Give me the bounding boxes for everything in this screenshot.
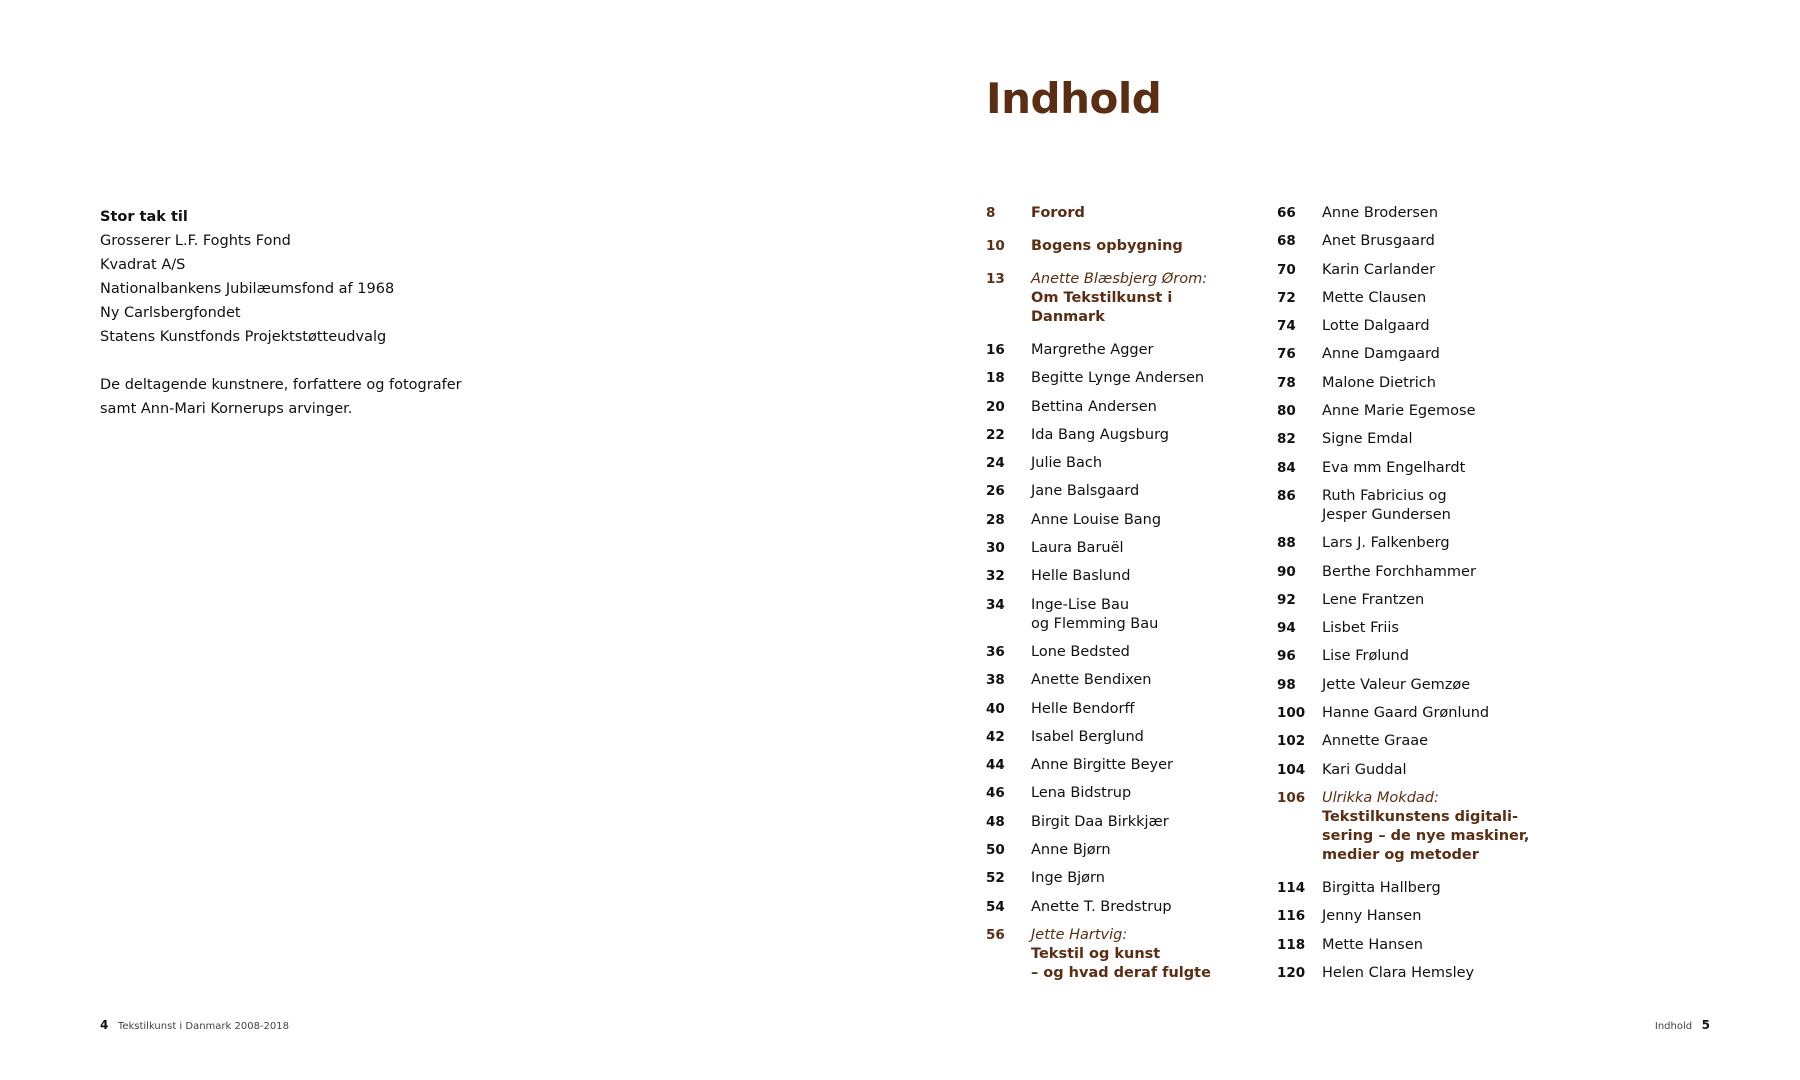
toc-entry xyxy=(1277,676,1537,695)
toc-artist-name: Ruth Fabricius og xyxy=(1322,487,1447,504)
toc-entry xyxy=(986,869,1246,888)
toc-page-number: 16 xyxy=(986,342,1005,358)
toc-entry xyxy=(986,270,1246,327)
toc-section-title: Tekstilkunstens digitali- xyxy=(1322,808,1519,825)
toc-page-number: 56 xyxy=(986,926,1005,943)
toc-page-number: 46 xyxy=(986,785,1005,802)
toc-artist-name: Lise Frølund xyxy=(1322,648,1409,665)
toc-entry xyxy=(1277,459,1537,478)
toc-artist-name: Birgit Daa Birkkjær xyxy=(1031,813,1169,830)
toc-page-number: 10 xyxy=(986,238,1005,254)
toc-essay-author: Ulrikka Mokdad: xyxy=(1322,789,1439,806)
toc-page-number: 98 xyxy=(1277,676,1296,693)
toc-artist-name: Signe Emdal xyxy=(1322,431,1413,448)
toc-entry-text xyxy=(1322,289,1426,308)
toc-entry-text xyxy=(1322,563,1476,582)
toc-entry xyxy=(986,511,1246,530)
toc-section-title: – og hvad deraf fulgte xyxy=(1031,964,1211,981)
toc-artist-name: Anne Damgaard xyxy=(1322,346,1440,363)
toc-artist-name: Mette Clausen xyxy=(1322,289,1427,306)
toc-entry xyxy=(986,398,1246,417)
toc-entry xyxy=(1277,879,1537,898)
toc-page-number: 72 xyxy=(1277,289,1296,306)
toc-entry xyxy=(986,426,1246,445)
thanks-heading: Stor tak til xyxy=(100,209,188,225)
toc-artist-name: Anne Birgitte Beyer xyxy=(1031,757,1173,774)
toc-entry-text xyxy=(1031,643,1130,662)
toc-page-number: 80 xyxy=(1277,403,1296,420)
toc-entry xyxy=(1277,704,1537,723)
toc-entry-text xyxy=(1031,454,1102,473)
toc-page-number: 44 xyxy=(986,757,1005,774)
toc-entry-text xyxy=(1322,732,1428,751)
page-title: Indhold xyxy=(986,74,1162,123)
toc-entry-text xyxy=(1031,926,1211,983)
toc-entry xyxy=(986,567,1246,586)
toc-right-column xyxy=(1277,204,1537,992)
thanks-line: Statens Kunstfonds Projektstøtteudvalg xyxy=(100,329,387,345)
toc-artist-name: Inge Bjørn xyxy=(1031,870,1105,887)
toc-artist-name: og Flemming Bau xyxy=(1031,615,1159,632)
toc-entry xyxy=(986,756,1246,775)
toc-entry-text xyxy=(1322,879,1441,898)
thanks-line: Grosserer L.F. Foghts Fond xyxy=(100,233,291,249)
toc-entry-text xyxy=(1322,591,1424,610)
toc-artist-name: Margrethe Agger xyxy=(1031,342,1154,358)
toc-entry-text xyxy=(1322,789,1529,865)
thanks-block xyxy=(100,205,580,421)
toc-entry-text xyxy=(1322,761,1407,780)
toc-entry-text xyxy=(1031,728,1144,747)
toc-entry xyxy=(1277,345,1537,364)
toc-entry xyxy=(1277,374,1537,393)
toc-page-number: 34 xyxy=(986,596,1005,613)
toc-entry xyxy=(1277,317,1537,336)
toc-entry-text xyxy=(1031,869,1105,888)
toc-page-number: 74 xyxy=(1277,318,1296,335)
toc-entry xyxy=(986,539,1246,558)
toc-entry-text xyxy=(1322,704,1489,723)
toc-page-number: 48 xyxy=(986,813,1005,830)
toc-entry-text xyxy=(1031,398,1157,417)
toc-page-number: 104 xyxy=(1277,761,1306,778)
toc-artist-name: Jane Balsgaard xyxy=(1031,483,1140,500)
toc-artist-name: Lotte Dalgaard xyxy=(1322,318,1430,335)
toc-artist-name: Birgitta Hallberg xyxy=(1322,879,1441,896)
toc-page-number: 66 xyxy=(1277,205,1296,221)
toc-entry xyxy=(986,841,1246,860)
toc-artist-name: Lena Bidstrup xyxy=(1031,785,1132,802)
toc-artist-name: Helle Baslund xyxy=(1031,568,1131,585)
toc-entry xyxy=(1277,761,1537,780)
toc-entry xyxy=(1277,289,1537,308)
toc-page-number: 24 xyxy=(986,455,1005,472)
toc-entry-text xyxy=(1322,907,1421,926)
thanks-line: Kvadrat A/S xyxy=(100,257,186,273)
toc-artist-name: Berthe Forchhammer xyxy=(1322,563,1476,580)
toc-entry xyxy=(1277,591,1537,610)
toc-page-number: 38 xyxy=(986,672,1005,689)
toc-artist-name: Mette Hansen xyxy=(1322,936,1423,953)
toc-entry xyxy=(986,369,1246,388)
thanks-line: Ny Carlsbergfondet xyxy=(100,305,241,321)
toc-entry xyxy=(986,204,1246,223)
footer-right-section: Indhold xyxy=(1654,1021,1693,1032)
toc-entry-text xyxy=(1031,426,1169,445)
toc-entry xyxy=(1277,232,1537,251)
toc-artist-name: Lars J. Falkenberg xyxy=(1322,535,1450,552)
toc-entry xyxy=(986,700,1246,719)
toc-artist-name: Anne Brodersen xyxy=(1322,205,1439,221)
toc-entry xyxy=(1277,487,1537,525)
toc-page-number: 120 xyxy=(1277,964,1306,981)
thanks-closing-line: De deltagende kunstnere, forfattere og fotografer xyxy=(100,377,462,393)
toc-entry-text xyxy=(1031,204,1085,223)
footer-left-page-number: 4 xyxy=(100,1018,109,1032)
toc-entry-text xyxy=(1031,841,1111,860)
toc-page-number: 114 xyxy=(1277,879,1306,896)
toc-entry-text xyxy=(1031,567,1130,586)
toc-artist-name: Malone Dietrich xyxy=(1322,374,1436,391)
toc-entry-text xyxy=(1322,317,1430,336)
toc-entry-text xyxy=(1322,345,1440,364)
toc-entry-text xyxy=(1031,482,1139,501)
toc-page-number: 106 xyxy=(1277,789,1306,806)
toc-entry xyxy=(1277,732,1537,751)
toc-entry-text xyxy=(1322,232,1435,251)
toc-page-number: 20 xyxy=(986,398,1005,415)
toc-page-number: 28 xyxy=(986,511,1005,528)
toc-entry xyxy=(1277,563,1537,582)
toc-entry xyxy=(1277,936,1537,955)
toc-artist-name: Anne Bjørn xyxy=(1031,842,1111,859)
toc-page-number: 90 xyxy=(1277,563,1296,580)
toc-entry xyxy=(1277,789,1537,865)
toc-artist-name: Annette Graae xyxy=(1322,733,1429,750)
toc-entry-text xyxy=(1322,534,1450,553)
toc-entry-text xyxy=(1322,459,1465,478)
toc-artist-name: Helen Clara Hemsley xyxy=(1322,964,1475,981)
toc-artist-name: Inge-Lise Bau xyxy=(1031,596,1130,613)
toc-entry-text xyxy=(1031,671,1151,690)
toc-entry xyxy=(1277,534,1537,553)
toc-page-number: 82 xyxy=(1277,431,1296,448)
toc-page-number: 36 xyxy=(986,643,1005,660)
toc-page-number: 92 xyxy=(1277,591,1296,608)
toc-page-number: 32 xyxy=(986,568,1005,585)
toc-page-number: 118 xyxy=(1277,936,1306,953)
footer-right xyxy=(1655,1018,1710,1032)
toc-entry-text xyxy=(1322,676,1470,695)
toc-entry-text xyxy=(1322,936,1423,955)
toc-entry xyxy=(1277,430,1537,449)
toc-page-number: 50 xyxy=(986,842,1005,859)
toc-section-title: Om Tekstilkunst i Danmark xyxy=(1031,290,1173,325)
toc-page-number: 102 xyxy=(1277,733,1306,750)
toc-entry xyxy=(986,643,1246,662)
toc-artist-name: Hanne Gaard Grønlund xyxy=(1322,705,1490,722)
toc-left-column xyxy=(986,204,1246,997)
toc-entry xyxy=(1277,261,1537,280)
thanks-line: Nationalbankens Jubilæumsfond af 1968 xyxy=(100,281,395,297)
toc-section-title: Forord xyxy=(1031,205,1085,221)
toc-page-number: 84 xyxy=(1277,459,1296,476)
toc-section-title: medier og metoder xyxy=(1322,846,1479,863)
toc-entry-text xyxy=(1322,374,1436,393)
toc-artist-name: Lene Frantzen xyxy=(1322,591,1425,608)
toc-artist-name: Anette T. Bredstrup xyxy=(1031,898,1172,915)
toc-entry-text xyxy=(1031,784,1131,803)
toc-section-title: Tekstil og kunst xyxy=(1031,945,1161,962)
toc-page-number: 88 xyxy=(1277,535,1296,552)
toc-entry xyxy=(1277,964,1537,983)
toc-entry xyxy=(986,596,1246,634)
toc-page-number: 76 xyxy=(1277,346,1296,363)
toc-page-number: 26 xyxy=(986,483,1005,500)
toc-entry-text xyxy=(1322,964,1474,983)
toc-page-number: 116 xyxy=(1277,908,1306,925)
toc-entry xyxy=(986,671,1246,690)
toc-artist-name: Anne Louise Bang xyxy=(1031,511,1162,528)
toc-page-number: 94 xyxy=(1277,620,1296,637)
toc-entry xyxy=(1277,619,1537,638)
toc-entry-text xyxy=(1031,756,1173,775)
toc-page-number: 96 xyxy=(1277,648,1296,665)
footer-right-page-number: 5 xyxy=(1701,1018,1710,1032)
footer-left-book-title: Tekstilkunst i Danmark 2008-2018 xyxy=(117,1021,289,1032)
toc-entry-text xyxy=(1031,237,1183,256)
toc-page-number: 13 xyxy=(986,271,1005,287)
toc-artist-name: Eva mm Engelhardt xyxy=(1322,459,1466,476)
toc-entry-text xyxy=(1031,369,1204,388)
toc-section-title: sering – de nye maskiner, xyxy=(1322,827,1530,844)
footer-left xyxy=(100,1018,289,1032)
toc-entry-text xyxy=(1322,261,1435,280)
toc-page-number: 68 xyxy=(1277,233,1296,250)
toc-entry-text xyxy=(1031,341,1154,360)
toc-artist-name: Helle Bendorff xyxy=(1031,700,1135,717)
toc-entry-text xyxy=(1031,511,1161,530)
toc-artist-name: Begitte Lynge Andersen xyxy=(1031,370,1205,387)
toc-page-number: 70 xyxy=(1277,261,1296,278)
toc-entry xyxy=(986,341,1246,360)
toc-entry xyxy=(1277,907,1537,926)
toc-entry xyxy=(1277,204,1537,223)
thanks-spacer xyxy=(100,349,580,373)
toc-entry-text xyxy=(1031,898,1172,917)
toc-artist-name: Lisbet Friis xyxy=(1322,620,1399,637)
toc-entry xyxy=(986,482,1246,501)
toc-artist-name: Jenny Hansen xyxy=(1322,908,1422,925)
toc-entry-text xyxy=(1031,270,1246,327)
toc-artist-name: Kari Guddal xyxy=(1322,761,1407,778)
thanks-closing-line: samt Ann-Mari Kornerups arvinger. xyxy=(100,401,353,417)
toc-entry xyxy=(986,728,1246,747)
toc-artist-name: Laura Baruël xyxy=(1031,540,1124,557)
toc-entry xyxy=(986,813,1246,832)
toc-artist-name: Anne Marie Egemose xyxy=(1322,403,1476,420)
toc-page-number: 42 xyxy=(986,728,1005,745)
toc-entry-text xyxy=(1031,700,1135,719)
toc-entry-text xyxy=(1322,204,1438,223)
toc-entry-text xyxy=(1031,596,1158,634)
toc-entry-text xyxy=(1031,813,1169,832)
toc-entry-text xyxy=(1322,402,1476,421)
toc-page-number: 78 xyxy=(1277,374,1296,391)
toc-section-title: Bogens opbygning xyxy=(1031,238,1183,254)
toc-entry xyxy=(986,898,1246,917)
toc-artist-name: Bettina Andersen xyxy=(1031,398,1157,415)
toc-artist-name: Jette Valeur Gemzøe xyxy=(1322,676,1471,693)
toc-artist-name: Jesper Gundersen xyxy=(1322,506,1451,523)
toc-entry-text xyxy=(1322,619,1399,638)
toc-entry xyxy=(986,454,1246,473)
toc-page-number: 22 xyxy=(986,426,1005,443)
toc-entry xyxy=(986,926,1246,983)
toc-artist-name: Ida Bang Augsburg xyxy=(1031,426,1169,443)
toc-page-number: 40 xyxy=(986,700,1005,717)
toc-page-number: 8 xyxy=(986,205,996,221)
toc-artist-name: Julie Bach xyxy=(1031,455,1103,472)
toc-artist-name: Isabel Berglund xyxy=(1031,728,1144,745)
toc-entry-text xyxy=(1031,539,1124,558)
toc-page-number: 18 xyxy=(986,370,1005,387)
toc-page-number: 54 xyxy=(986,898,1005,915)
toc-artist-name: Karin Carlander xyxy=(1322,261,1436,278)
toc-entry-text xyxy=(1322,487,1451,525)
toc-page-number: 86 xyxy=(1277,487,1296,504)
toc-entry-text xyxy=(1322,430,1413,449)
toc-entry xyxy=(1277,647,1537,666)
toc-artist-name: Lone Bedsted xyxy=(1031,643,1130,660)
toc-entry xyxy=(1277,402,1537,421)
toc-entry-text xyxy=(1322,647,1409,666)
toc-artist-name: Anette Bendixen xyxy=(1031,672,1152,689)
toc-page-number: 52 xyxy=(986,870,1005,887)
toc-entry xyxy=(986,784,1246,803)
toc-artist-name: Anet Brusgaard xyxy=(1322,233,1435,250)
toc-essay-author: Jette Hartvig: xyxy=(1031,926,1128,943)
toc-essay-author: Anette Blæsbjerg Ørom: xyxy=(1031,271,1208,287)
toc-entry xyxy=(986,237,1246,256)
toc-page-number: 30 xyxy=(986,540,1005,557)
toc-page-number: 100 xyxy=(1277,705,1306,722)
